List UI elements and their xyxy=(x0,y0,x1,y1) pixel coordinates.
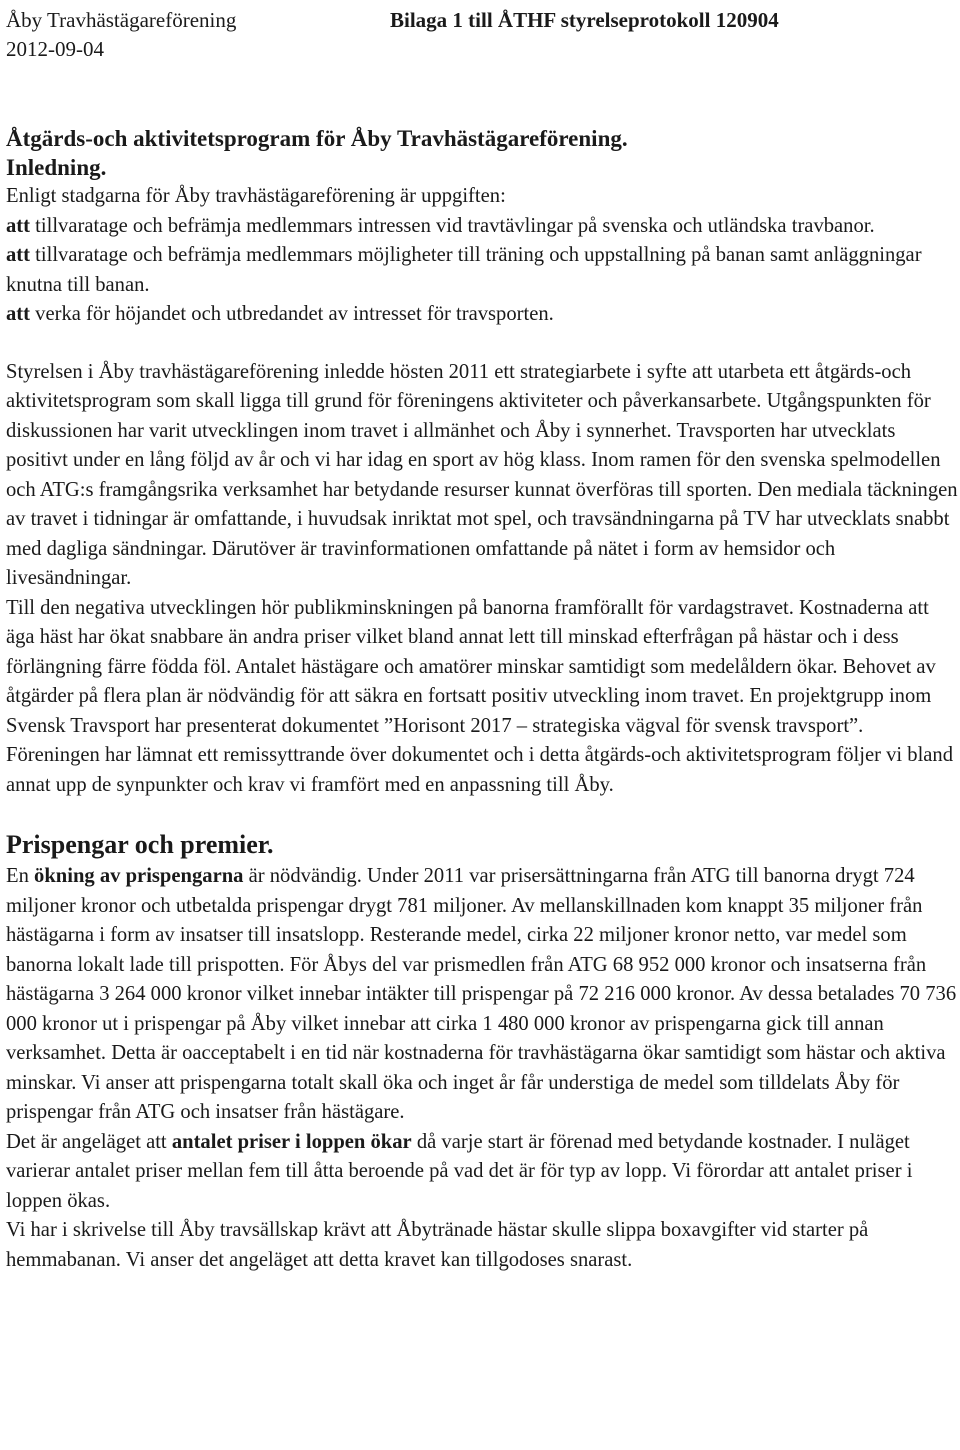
intro-paragraph-1: Styrelsen i Åby travhästägareförening inledde hösten 2011 ett strategiarbete i syfte att utarbeta ett åtgärds-och aktivitetsprogram som skall ligga till grund för föreningens aktiviteter och påverkansarbete. Utgångspunkten för diskussionen har varit utvecklingen inom travet i allmänhet och Åby i synnerhet. Travsporten har utvecklats positivt under en lång följd av år och vi har idag en sport av hög klass. Inom ramen för den svenska spelmodellen och ATG:s framgångsrika verksamhet har betydande resurser kunnat överföras till sporten. Den mediala täckningen av travet i tidningar är omfattande, i huvudsak inriktat mot spel, och travsändningarna på TV har utvecklats snabbt med dagliga sändningar. Därutöver är travinformationen omfattande på nätet i form av hemsidor och livesändningar. xyxy=(6,360,958,589)
intro-lead: Enligt stadgarna för Åby travhästägareförening är uppgiften: xyxy=(6,185,506,207)
header-date: 2012-09-04 xyxy=(6,37,104,61)
prize-paragraph-2 xyxy=(6,1128,958,1217)
header-org: Åby Travhästägareförening xyxy=(6,8,237,32)
purpose-text: tillvaratage och befrämja medlemmars möjligheter till träning och uppstallning på banan samt anläggningar knutna till banan. xyxy=(6,244,922,296)
prize-paragraph-1 xyxy=(6,862,958,1128)
purpose-keyword: att xyxy=(6,244,31,266)
header-attachment: Bilaga 1 till ÅTHF styrelseprotokoll 120904 xyxy=(390,8,779,32)
purpose-text: tillvaratage och befrämja medlemmars intressen vid travtävlingar på svenska och utländska travbanor. xyxy=(30,214,875,237)
spacer xyxy=(6,330,958,358)
document-body xyxy=(6,124,958,1275)
intro-paragraph-2: Till den negativa utvecklingen hör publikminskningen på banorna framförallt för vardagstravet. Kostnaderna att äga häst har ökat snabbare än andra priser vilket bland annat lett till minskad efterfrågan på hästar och i dess förlängning färre födda föl. Antalet hästägare och amatörer minskar samtidigt som medelåldern ökar. Behovet av åtgärder på flera plan är nödvändig för att säkra en fortsatt positiv utveckling inom travet. En projektgrupp inom Svensk Travsport har presenterat dokumentet ”Horisont 2017 – strategiska vägval för svensk travsport”. Föreningen har lämnat ett remissyttrande över dokumentet och i detta åtgärds-och aktivitetsprogram följer vi bland annat upp de synpunkter och krav vi framfört med en anpassning till Åby. xyxy=(6,596,954,796)
prize-p2-pre: Det är angeläget att xyxy=(6,1130,172,1153)
document-title: Åtgärds-och aktivitetsprogram för Åby Travhästägareförening. xyxy=(6,126,628,151)
prize-p1-pre: En xyxy=(6,865,35,887)
prize-p2-bold: antalet priser i loppen ökar xyxy=(171,1130,412,1153)
purpose-keyword: att xyxy=(6,214,31,237)
prize-paragraph-3: Vi har i skrivelse till Åby travsällskap krävt att Åbytränade hästar skulle slippa boxavgifter vid starter på hemmabanan. Vi anser det angeläget att detta kravet kan tillgodoses snarast. xyxy=(6,1219,869,1271)
header-left xyxy=(6,6,236,64)
purpose-text: verka för höjandet och utbredandet av intresset för travsporten. xyxy=(30,303,554,325)
intro-heading: Inledning. xyxy=(6,155,107,180)
purpose-item xyxy=(6,241,958,300)
prize-p2-post: då varje start är förenad med betydande kostnader. I nuläget varierar antalet priser mellan fem till åtta beroende på vad det är för typ av lopp. Vi förordar att antalet priser i loppen ökas. xyxy=(6,1130,913,1212)
section-heading-prize: Prispengar och premier. xyxy=(6,830,274,859)
purpose-keyword: att xyxy=(6,303,31,325)
prize-p1-post: är nödvändig. Under 2011 var prisersättningarna från ATG till banorna drygt 724 miljoner kronor och utbetalda prispengar drygt 781 miljoner. Av mellanskillnaden kom knappt 35 miljoner från hästägarna i form av insatser till insatslopp. Resterande medel, cirka 22 miljoner kronor netto, var medel som banorna lokalt lade till prispotten. För Åbys del var prismedlen från ATG 68 952 000 kronor och insatserna från hästägarna 3 264 000 kronor vilket innebar intäkter till prispengar på 72 216 000 kronor. Av dessa betalades 70 736 000 kronor ut i prispengar på Åby vilket innebar att cirka 1 480 000 kronor av prispengarna gick till annan verksamhet. Detta är oacceptabelt i en tid när kostnaderna för travhästägarna ökar samtidigt som hästar och aktiva minskar. Vi anser att prispengarna totalt skall öka och inget år får understiga de medel som tilldelats Åby för prispengar från ATG och insatser från hästägare. xyxy=(6,865,957,1123)
purpose-item xyxy=(6,212,958,242)
spacer xyxy=(6,800,958,828)
prize-p1-bold: ökning av prispengarna xyxy=(34,865,244,887)
purpose-item xyxy=(6,300,958,330)
